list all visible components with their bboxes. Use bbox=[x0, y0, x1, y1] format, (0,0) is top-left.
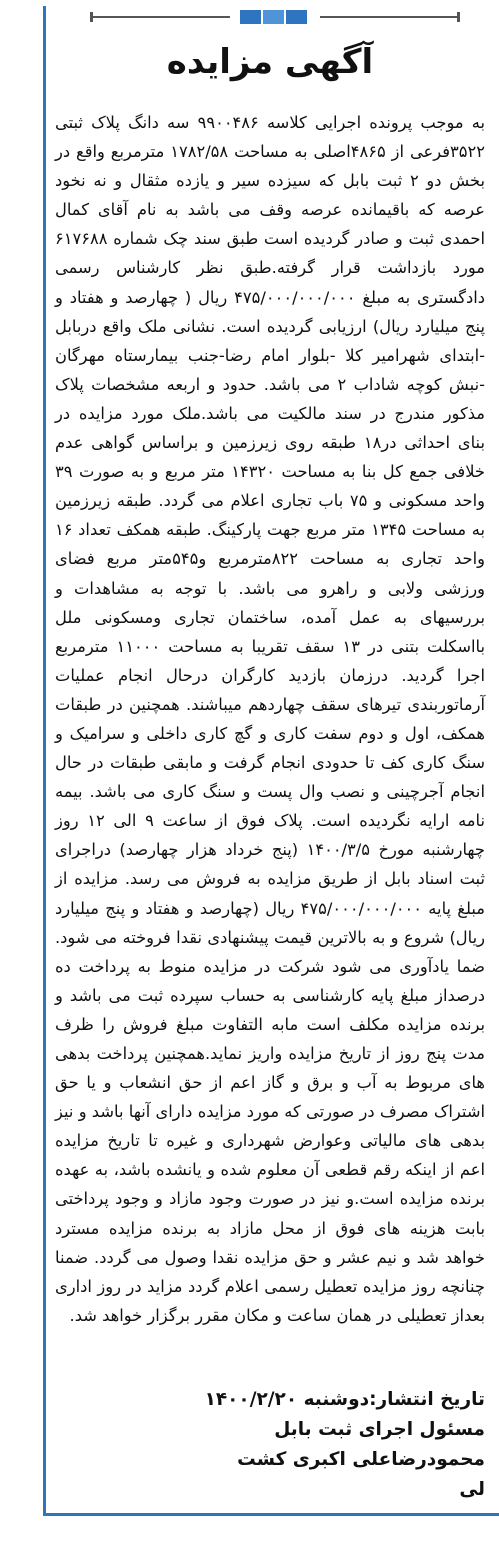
header-rule-left bbox=[90, 16, 230, 18]
notice-title: آگهی مزایده bbox=[166, 42, 374, 82]
header-block bbox=[263, 10, 284, 24]
header-rule-right bbox=[320, 16, 460, 18]
official-name-line-1: محمودرضاعلی اکبری کشت bbox=[237, 1449, 485, 1470]
header-decoration bbox=[90, 10, 460, 24]
official-title: مسئول اجرای ثبت بابل bbox=[274, 1419, 485, 1440]
header-blocks bbox=[240, 10, 307, 24]
header-block bbox=[240, 10, 261, 24]
notice-body: به موجب پرونده اجرایی کلاسه ۹۹۰۰۴۸۶ سه دانگ پلاک ثبتی ۳۵۲۲فرعی از ۴۸۶۵اصلی به مساحت ۱۷۸۲/۵۸ مترمربع واقع در بخش دو ۲ ثبت بابل که سیزده سیر و یازده مثقال و نه نخود عرصه که باقیمانده عرصه وقف می باشد به نام آقای کمال احمدی ثبت و صادر گردیده است طبق سند چک شماره ۶۱۷۶۸۸ مورد بازداشت قرار گرفته.طبق نظر کارشناس رسمی دادگستری به مبلغ ۴۷۵/۰۰۰/۰۰۰/۰۰۰ ریال ( چهارصد و هفتاد و پنج میلیارد ریال) ارزیابی گردیده است. نشانی ملک واقع دربابل -ابتدای شهرامیر کلا -بلوار امام رضا-جنب بیمارستاه مهرگان -نبش کوچه شاداب ۲ می باشد. حدود و اربعه مشخصات پلاک مذکور مندرج در سند مالکیت می باشد.ملک مورد مزایده در بنای احداثی در۱۸ طبقه روی زیرزمین و براساس گواهی عدم خلافی جمع کل بنا به مساحت ۱۴۳۲۰ متر مربع و به صورت ۳۹ واحد مسکونی و ۷۵ باب تجاری اعلام می گردد. طبقه زیرزمین به مساحت ۱۳۴۵ متر مربع جهت پارکینگ. طبقه همکف تعداد ۱۶ واحد تجاری به مساحت ۸۲۲مترمربع و۵۴۵متر مربع فضای ورزشی ولابی و راهرو می باشد. با توجه به مشاهدات و بررسیهای به عمل آمده، ساختمان تجاری ومسکونی ملل بااسکلت بتنی در ۱۳ سقف تقریبا به مساحت ۱۱۰۰۰ مترمربع اجرا گردید. درزمان بازدید کارگران درحال انجام عملیات آرماتوربندی تیرهای سقف چهاردهم میباشند. همچنین در طبقات همکف، اول و دوم سفت کاری و گچ کاری داخلی و سرامیک و سنگ کاری کف تا حدودی انجام گرفت و مابقی طبقات در حال انجام آجرچینی و نصب وال پست و سنگ کاری می باشد. بیمه نامه ارایه نگردیده است. پلاک فوق از ساعت ۹ الی ۱۲ روز چهارشنبه مورخ ۱۴۰۰/۳/۵ (پنج خرداد هزار چهارصد) دراجرای ثبت اسناد بابل از طریق مزایده به فروش می رسد. مزایده از مبلغ پایه ۴۷۵/۰۰۰/۰۰۰/۰۰۰ ریال (چهارصد و هفتاد و پنج میلیارد ریال) شروع و به بالاترین قیمت پیشنهادی نقدا فروخته می شود. ضما یادآوری می شود شرکت در مزایده منوط به پرداخت ده درصداز مبلغ پایه کارشناسی به حساب سپرده ثبت می باشد و برنده مزایده مکلف است مابه التفاوت مبلغ فروش را ظرف مدت پنج روز از تاریخ مزایده واریز نماید.همچنین پرداخت بدهی های مربوط به آب و برق و گاز اعم از حق انشعاب و یا حق اشتراک مصرف در صورتی که مورد مزایده دارای آنها باشد و نیز بدهی های مالیاتی وعوارض شهرداری و غیره تا تاریخ مزایده اعم از اینکه رقم قطعی آن معلوم شده و یانشده باشد، به عهده برنده مزایده است.و نیز در صورت وجود مازاد و وجود پرداختی بابت هزینه های فوق از محل مازاد به برنده مزایده مسترد خواهد شد و نیم عشر و حق مزایده نقدا وصول می گردد. ضمنا چنانچه روز مزایده تعطیل رسمی اعلام گردد مزاید در روز اداری بعداز تعطیلی در همان ساعت و مکان مقرر برگزار خواهد شد. bbox=[55, 113, 486, 1325]
header-block bbox=[286, 10, 307, 24]
official-name-line-2: لی bbox=[459, 1479, 485, 1500]
publish-date: تاریخ انتشار:دوشنبه ۱۴۰۰/۲/۲۰ bbox=[204, 1389, 485, 1410]
header-cap-right bbox=[457, 12, 460, 22]
notice-footer bbox=[55, 1385, 485, 1505]
